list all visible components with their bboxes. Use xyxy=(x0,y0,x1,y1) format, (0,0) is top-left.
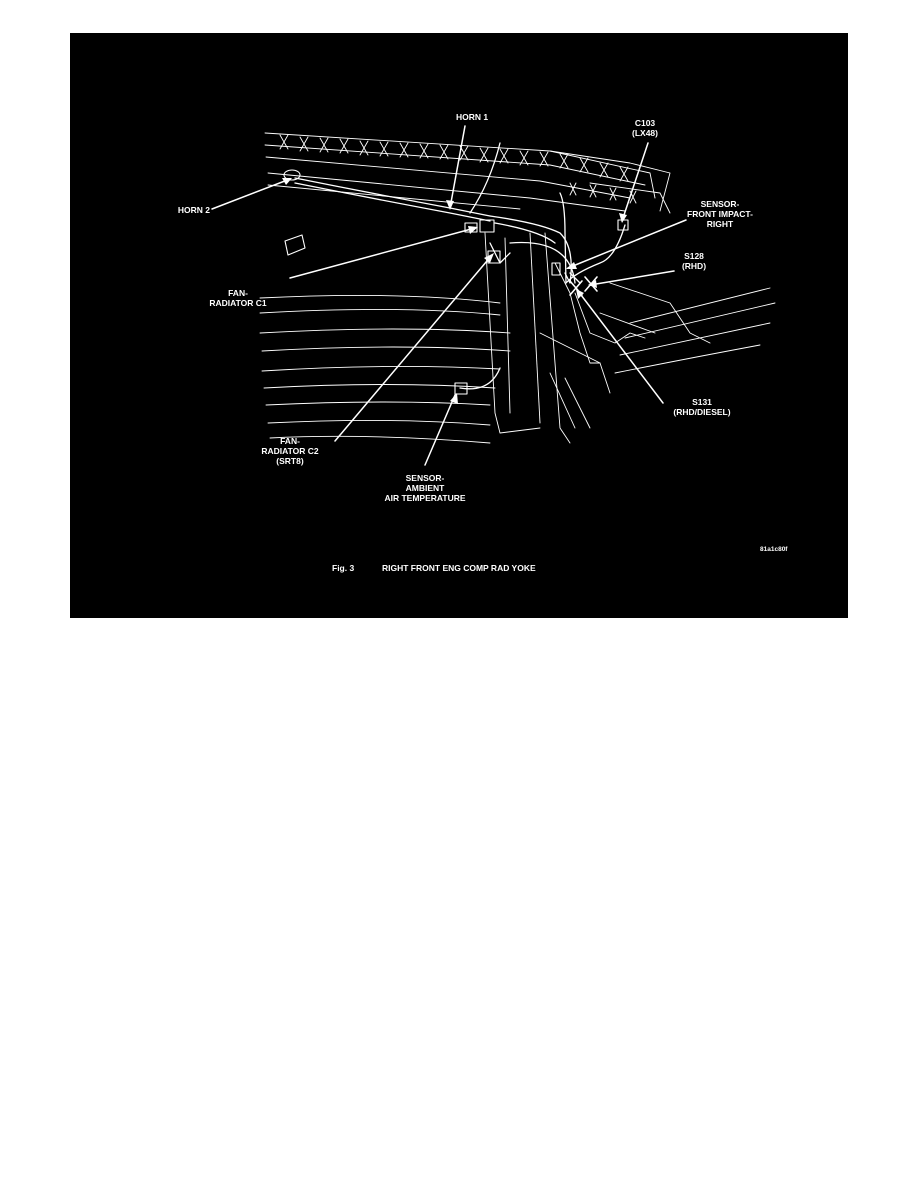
lower-grille xyxy=(260,288,775,443)
arrow-heads xyxy=(282,178,627,404)
label-c103: C103 (LX48) xyxy=(632,118,658,138)
label-s131: S131 (RHD/DIESEL) xyxy=(673,397,731,417)
label-fan-radiator-c2: FAN- RADIATOR C2 (SRT8) xyxy=(261,436,319,466)
label-sensor-ambient-air-temperature: SENSOR- AMBIENT AIR TEMPERATURE xyxy=(384,473,466,503)
figure-caption: RIGHT FRONT ENG COMP RAD YOKE xyxy=(382,563,536,573)
figure-panel xyxy=(70,33,848,618)
label-sensor-front-impact-right: SENSOR- FRONT IMPACT- RIGHT xyxy=(687,199,753,229)
image-code: 81a1c80f xyxy=(760,546,788,553)
upper-grille xyxy=(265,133,670,213)
connectors xyxy=(284,170,628,394)
figure-number: Fig. 3 xyxy=(332,563,355,573)
label-horn-1: HORN 1 xyxy=(455,112,489,122)
label-s128: S128 (RHD) xyxy=(681,251,707,271)
label-horn-2: HORN 2 xyxy=(177,205,210,215)
label-fan-radiator-c1: FAN- RADIATOR C1 xyxy=(209,288,267,308)
